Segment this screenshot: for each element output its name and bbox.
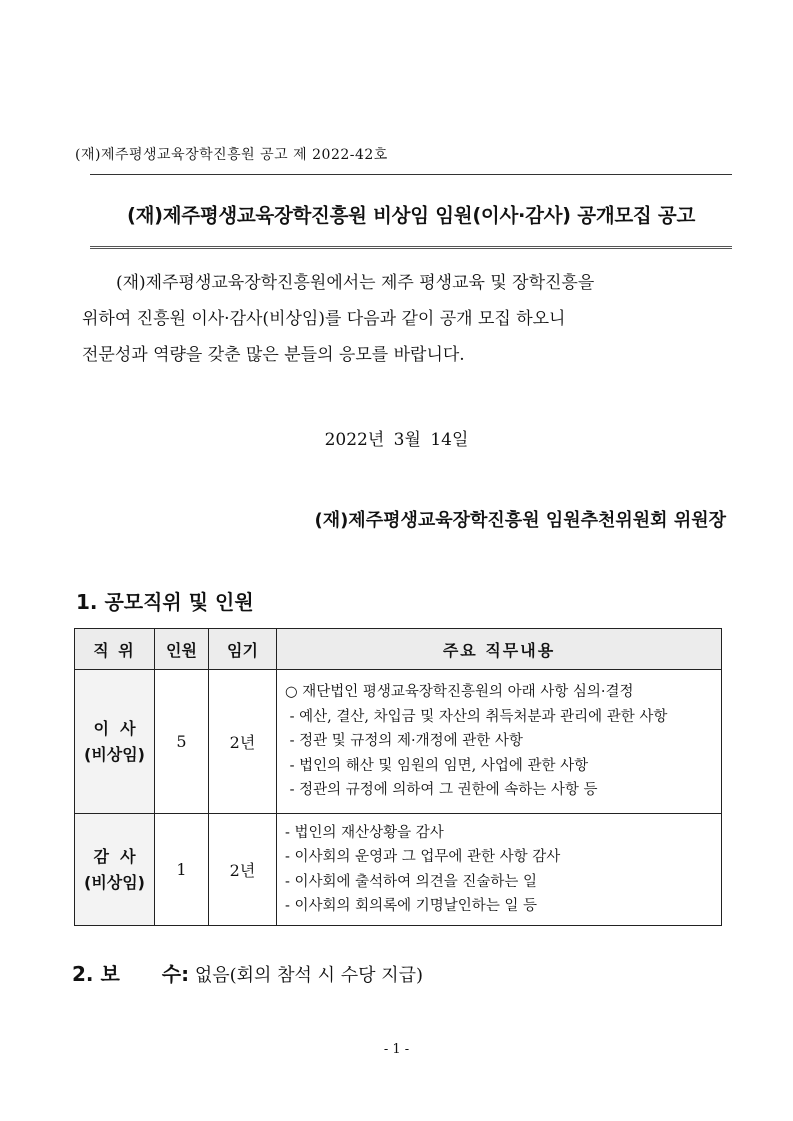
table-row — [75, 814, 722, 926]
compensation-value: 없음(회의 참석 시 수당 지급) — [194, 965, 424, 986]
page-number: - 1 - — [383, 1042, 410, 1057]
column-header: 임기 — [209, 629, 277, 670]
position-type: (비상임) — [84, 872, 145, 892]
section2-label-suffix: 수: — [161, 962, 190, 986]
term-cell: 2년 — [209, 670, 277, 814]
duty-item: - 이사회의 회의록에 기명날인하는 일 등 — [285, 898, 538, 914]
position-title: 이 사 — [93, 718, 136, 738]
column-header: 인원 — [155, 629, 209, 670]
notice-date: 2022년 3월 14일 — [324, 430, 469, 450]
term-cell: 2년 — [209, 814, 277, 926]
table-header-row — [75, 629, 722, 670]
duty-item: - 법인의 재산상황을 감사 — [285, 824, 444, 841]
intro-line: (재)제주평생교육장학진흥원에서는 제주 평생교육 및 장학진흥을 — [116, 273, 595, 293]
duties-cell — [277, 670, 722, 814]
position-title: 감 사 — [93, 846, 136, 866]
section2-compensation — [72, 958, 423, 987]
intro-line: 위하여 진흥원 이사·감사(비상임)를 다음과 같이 공개 모집 하오니 — [82, 309, 566, 329]
duty-item: - 법인의 해산 및 임원의 임면, 사업에 관한 사항 — [285, 757, 589, 774]
duty-item: - 이사회의 운영과 그 업무에 관한 사항 감사 — [285, 849, 561, 865]
duties-cell — [277, 814, 722, 926]
duty-item: - 정관의 규정에 의하여 그 권한에 속하는 사항 등 — [285, 782, 598, 799]
table-row — [75, 670, 722, 814]
section1-heading: 1. 공모직위 및 인원 — [76, 590, 254, 614]
section2-label: 2. 보 — [72, 962, 120, 986]
duty-item: - 예산, 결산, 차입금 및 자산의 취득처분과 관리에 관한 사항 — [285, 708, 668, 725]
position-type: (비상임) — [84, 744, 145, 764]
position-cell — [75, 670, 155, 814]
intro-line: 전문성과 역량을 갖춘 많은 분들의 응모를 바랍니다. — [82, 345, 465, 365]
count-cell: 5 — [155, 670, 209, 814]
issuer-name: (재)제주평생교육장학진흥원 임원추천위원회 위원장 — [314, 510, 726, 531]
column-header: 주요 직무내용 — [277, 629, 722, 670]
page-title: (재)제주평생교육장학진흥원 비상임 임원(이사·감사) 공개모집 공고 — [126, 204, 695, 227]
count-cell: 1 — [155, 814, 209, 926]
duty-item: ○ 재단법인 평생교육장학진흥원의 아래 사항 심의·결정 — [285, 684, 634, 701]
notice-number: (재)제주평생교육장학진흥원 공고 제 2022-42호 — [75, 147, 388, 163]
title-bottom-rule — [90, 246, 732, 249]
duty-item: - 이사회에 출석하여 의견을 진술하는 일 — [285, 873, 538, 890]
positions-table — [74, 628, 722, 926]
duty-item: - 정관 및 규정의 제·개정에 관한 사항 — [285, 733, 523, 750]
position-cell — [75, 814, 155, 926]
title-top-rule — [90, 174, 732, 175]
intro-paragraph — [82, 265, 722, 373]
column-header: 직 위 — [75, 629, 155, 670]
